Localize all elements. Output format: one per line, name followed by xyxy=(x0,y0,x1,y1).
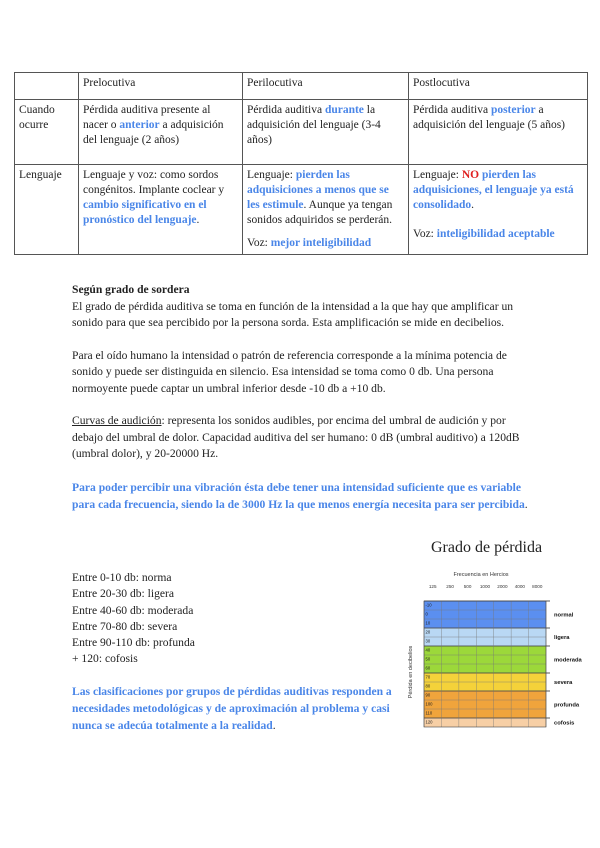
hearing-loss-chart xyxy=(404,568,590,740)
level-item: Entre 70-80 db: severa xyxy=(72,619,178,633)
band-label-moderada: moderada xyxy=(554,657,582,664)
paragraph-vibracion: Para poder percibir una vibración ésta debe tener una intensidad suficiente que es variable para cada frecuencia, siendo la de 3000 Hz la que menos energía necesita para ser percibida. xyxy=(72,480,528,511)
hearing-loss-table xyxy=(14,72,588,255)
cell-lenguaje-peri: Lenguaje: pierden las adquisiciones a menos que se les estimule. Aunque ya tengan sonidos adquiridos se perderán. Voz: mejor inteligibilidad xyxy=(243,165,409,255)
cell-cuando-pre: Pérdida auditiva presente al nacer o anterior a adquisición del lenguaje (2 años) xyxy=(79,100,243,165)
y-tick-label: 30 xyxy=(425,638,431,644)
y-tick-label: 90 xyxy=(425,692,431,698)
table-header-row xyxy=(15,73,588,100)
level-item: Entre 90-110 db: profunda xyxy=(72,636,195,650)
band-label-normal: normal xyxy=(554,612,574,619)
row-label-lenguaje: Lenguaje xyxy=(15,165,79,255)
y-tick-label: 70 xyxy=(425,674,431,680)
row-label-cuando: Cuando ocurre xyxy=(15,100,79,165)
header-empty xyxy=(15,73,79,100)
band-label-profunda: profunda xyxy=(554,702,580,709)
paragraph-intensidad: Para el oído humano la intensidad o patrón de referencia corresponde a la mínima potencia de sonido y puede ser distinguida en silencio. Esa intensidad se toma como 0 db. Una persona normoyente puede captar un umbral inferior desde -10 db a +10 db. xyxy=(72,348,507,395)
x-tick-label: 250 xyxy=(446,584,454,589)
classification-note: Las clasificaciones por grupos de pérdidas auditivas responden a necesidades metodológicas y de aproximación al problema y casi nunca se adecúa totalmente a la realidad. xyxy=(72,685,392,732)
x-tick-label: 2000 xyxy=(497,584,508,589)
paragraph-amplificacion: El grado de pérdida auditiva se toma en función de la intensidad a la que hay que amplificar un sonido para que sea percibido por la persona sorda. Esta amplificación se mide en decibelios. xyxy=(72,299,514,329)
cell-lenguaje-pre: Lenguaje y voz: como sordos congénitos. Implante coclear y cambio significativo en el pronóstico del lenguaje. xyxy=(79,165,243,255)
band-profunda xyxy=(424,691,546,718)
band-label-cofosis: cofosis xyxy=(554,720,575,727)
header-perilocutiva: Perilocutiva xyxy=(243,73,409,100)
level-item: + 120: cofosis xyxy=(72,652,138,666)
y-tick-label: 80 xyxy=(425,683,431,689)
x-tick-label: 125 xyxy=(428,584,437,589)
cell-cuando-post: Pérdida auditiva posterior a adquisición del lenguaje (5 años) xyxy=(409,100,588,165)
y-tick-label: 50 xyxy=(425,656,431,662)
band-label-ligera: ligera xyxy=(554,635,570,641)
section-grado-sordera xyxy=(72,282,532,514)
section-heading: Según grado de sordera xyxy=(72,283,190,296)
band-moderada xyxy=(424,646,546,673)
table-row-cuando xyxy=(15,100,588,165)
header-prelocutiva: Prelocutiva xyxy=(79,73,243,100)
y-tick-label: 10 xyxy=(425,620,431,626)
band-label-severa: severa xyxy=(554,680,573,686)
cell-cuando-peri: Pérdida auditiva durante la adquisición del lenguaje (3-4 años) xyxy=(243,100,409,165)
chart-title: Grado de pérdida xyxy=(431,539,543,556)
x-tick-label: 1000 xyxy=(479,584,491,589)
y-tick-label: 60 xyxy=(425,665,431,671)
y-tick-label: 40 xyxy=(425,647,431,653)
y-tick-label: -10 xyxy=(425,602,432,608)
chart-y-label: Pérdida en decibelios xyxy=(408,645,414,699)
cell-lenguaje-post: Lenguaje: NO pierden las adquisiciones, el lenguaje ya está consolidado. Voz: inteligibilidad aceptable xyxy=(409,165,588,255)
y-tick-label: 100 xyxy=(425,701,433,707)
paragraph-curvas: Curvas de audición: representa los sonidos audibles, por encima del umbral de audición y por debajo del umbral de dolor. Capacidad auditiva del ser humano: 0 dB (umbral auditivo) a 120dB (umbral dolor), y 20-20000 Hz. xyxy=(72,414,520,460)
chart-x-label: Frecuencia en Hercios xyxy=(453,572,509,578)
y-tick-label: 0 xyxy=(425,611,428,617)
x-tick-label: 500 xyxy=(463,584,472,589)
band-normal xyxy=(424,601,546,628)
level-item: Entre 40-60 db: moderada xyxy=(72,603,194,617)
level-item: Entre 20-30 db: ligera xyxy=(72,587,175,601)
band-cofosis xyxy=(424,718,546,727)
loss-levels-list xyxy=(72,570,195,668)
y-tick-label: 120 xyxy=(425,719,433,725)
y-tick-label: 20 xyxy=(425,629,431,635)
x-tick-label: 8000 xyxy=(532,584,543,589)
chart-band-labels xyxy=(554,613,582,727)
table-row-lenguaje xyxy=(15,165,588,255)
header-postlocutiva: Postlocutiva xyxy=(409,73,588,100)
x-tick-label: 4000 xyxy=(514,584,525,589)
y-tick-label: 110 xyxy=(425,710,433,716)
chart-x-ticks xyxy=(429,584,543,589)
level-item: Entre 0-10 db: norma xyxy=(72,571,172,584)
